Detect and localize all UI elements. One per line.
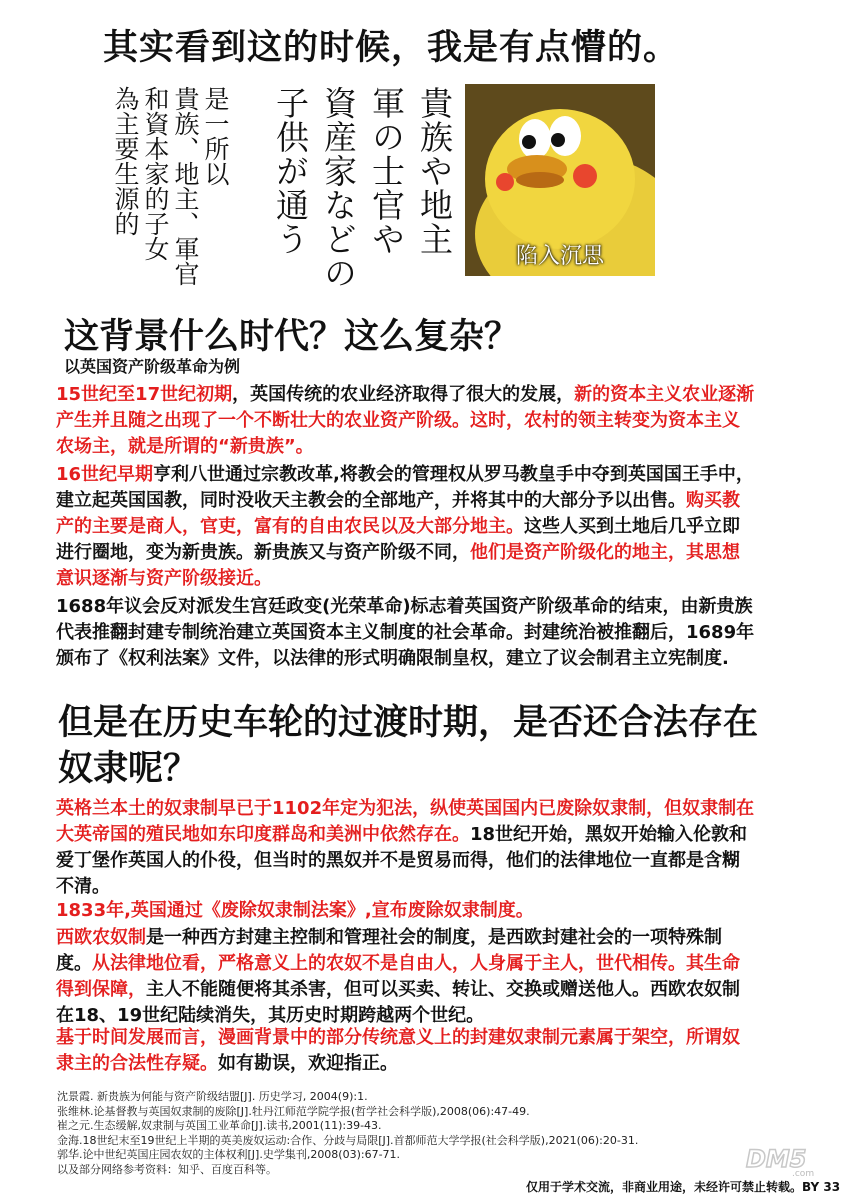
paragraph-conclusion bbox=[56, 1025, 756, 1077]
paragraph-abolition-act: 1833年,英国通过《废除奴隶制法案》,宣布废除奴隶制度。 bbox=[56, 900, 534, 921]
para6-segment: 从法律地位看，严格意义上的农奴不是自由人，人身属于主人，世代相传。其生命得到保障， bbox=[56, 953, 740, 1000]
para6-segment: 是一种西方封建主控制和管理社会的制度，是西欧封建社会的一项特殊制度。 bbox=[56, 927, 722, 974]
chinese-column-4: 為主要生源的 bbox=[111, 86, 140, 236]
chinese-column-2: 貴族、地主、軍官 bbox=[171, 86, 200, 286]
para2-segment: 亨利八世通过宗教改革,将教会的管理权从罗马教皇手中夺到英国国王手中，建立起英国国教，同时没收天主教会的全部地产，并将其中的大部分予以出售。 bbox=[56, 464, 754, 511]
reference-item: 崔之元.生态缓解,奴隶制与英国工业革命[J].读书,2001(11):39-43. bbox=[57, 1119, 382, 1132]
page-title: 其实看到这的时候，我是有点懵的。 bbox=[103, 28, 680, 68]
paragraph-new-nobility bbox=[56, 382, 756, 460]
para1-segment: ，英国传统的农业经济取得了很大的发展， bbox=[232, 384, 575, 405]
paragraph-glorious-revolution: 1688年议会反对派发生宫廷政变(光荣革命)标志着英国资产阶级革命的结束，由新贵族代表推翻封建专制统治建立英国资本主义制度的社会革命。封建统治被推翻后，1689年颁布了《权利法案》文件，以法律的形式明确限制皇权，建立了议会制君主立宪制度. bbox=[56, 596, 755, 669]
paragraph-slavery-england bbox=[56, 796, 756, 900]
reference-item: 金海.18世纪末至19世纪上半期的英美废奴运动:合作、分歧与局限[J].首都师范大学学报(社会科学版),2021(06):20-31. bbox=[57, 1133, 639, 1147]
para4-segment: 英格兰本土的奴隶制早已于1102年定为犯法，纵使英国国内已废除奴隶制，但奴隶制在大英帝国的殖民地如东印度群岛和美洲中依然存在。 bbox=[56, 798, 755, 845]
meme-image bbox=[465, 84, 655, 276]
para1-segment: 15世纪至17世纪初期 bbox=[56, 384, 233, 405]
para6-segment: 主人不能随便将其杀害，但可以买卖、转让、交换或赠送他人。西欧农奴制在18、19世纪陆续消失，其历史时期跨越两个世纪。 bbox=[56, 979, 740, 1026]
para2-segment: 他们是资产阶级化的地主，其思想意识逐渐与资产阶级接近。 bbox=[56, 542, 740, 589]
para1-segment: 新的资本主义农业逐渐产生并且随之出现了一个不断壮大的农业资产阶级。这时，农村的领主转变为资本主义农场主，就是所谓的“新贵族”。 bbox=[56, 384, 755, 457]
svg-text:DM5: DM5 bbox=[746, 1145, 807, 1173]
japanese-column-3: 資産家などの bbox=[319, 86, 358, 290]
paragraph-serfdom bbox=[56, 925, 756, 1029]
para2-segment: 16世纪早期 bbox=[56, 464, 154, 485]
reference-item: 张维林.论基督教与英国奴隶制的废除[J].牡丹江师范学院学报(哲学社会科学版),2008(06):47-49. bbox=[57, 1104, 530, 1118]
paragraph-reformation bbox=[56, 462, 756, 592]
para2-segment: 这些人买到土地后几乎立即进行圈地，变为新贵族。新贵族又与资产阶级不同， bbox=[56, 516, 740, 563]
japanese-column-1: 貴族や地主 bbox=[415, 86, 454, 256]
reference-item: 以及部分网络参考资料：知乎、百度百科等。 bbox=[57, 1162, 277, 1176]
section-heading-slavery: 但是在历史车轮的过渡时期，是否还合法存在奴隶呢？ bbox=[58, 703, 759, 789]
reference-item: 沈景霞. 新贵族为何能与资产阶级结盟[J]. 历史学习, 2004(9):1. bbox=[57, 1090, 368, 1103]
para7-segment: 如有勘误，欢迎指正。 bbox=[218, 1053, 398, 1074]
chinese-column-1: 是一所以 bbox=[201, 86, 230, 186]
reference-item: 郭华.论中世纪英国庄园农奴的主体权利[J].史学集刊,2008(03):67-71. bbox=[57, 1148, 401, 1161]
japanese-column-2: 軍の士官や bbox=[367, 86, 406, 256]
para6-segment: 西欧农奴制 bbox=[56, 927, 146, 948]
para4-segment: 18世纪开始，黑奴开始输入伦敦和爱丁堡作英国人的仆役，但当时的黑奴并不是贸易而得，他们的法律地位一直都是含糊不清。 bbox=[56, 824, 748, 897]
subheading-example: 以英国资产阶级革命为例 bbox=[64, 357, 241, 376]
footer-disclaimer: 仅用于学术交流，非商业用途，未经许可禁止转载。BY 33 bbox=[526, 1180, 841, 1194]
japanese-column-4: 子供が通う bbox=[271, 86, 310, 256]
svg-text:.com: .com bbox=[792, 1169, 815, 1179]
section-heading-era: 这背景什么时代？这么复杂？ bbox=[64, 317, 520, 357]
dm5-watermark-logo bbox=[740, 1140, 835, 1180]
references-list bbox=[57, 1090, 638, 1177]
para2-segment: 购买教产的主要是商人，官吏，富有的自由农民以及大部分地主。 bbox=[56, 490, 740, 537]
chinese-column-3: 和資本家的子女 bbox=[141, 86, 170, 261]
para7-segment: 基于时间发展而言，漫画背景中的部分传统意义上的封建奴隶制元素属于架空，所谓奴隶主的合法性存疑。 bbox=[56, 1027, 740, 1074]
meme-caption: 陷入沉思 bbox=[515, 244, 604, 269]
